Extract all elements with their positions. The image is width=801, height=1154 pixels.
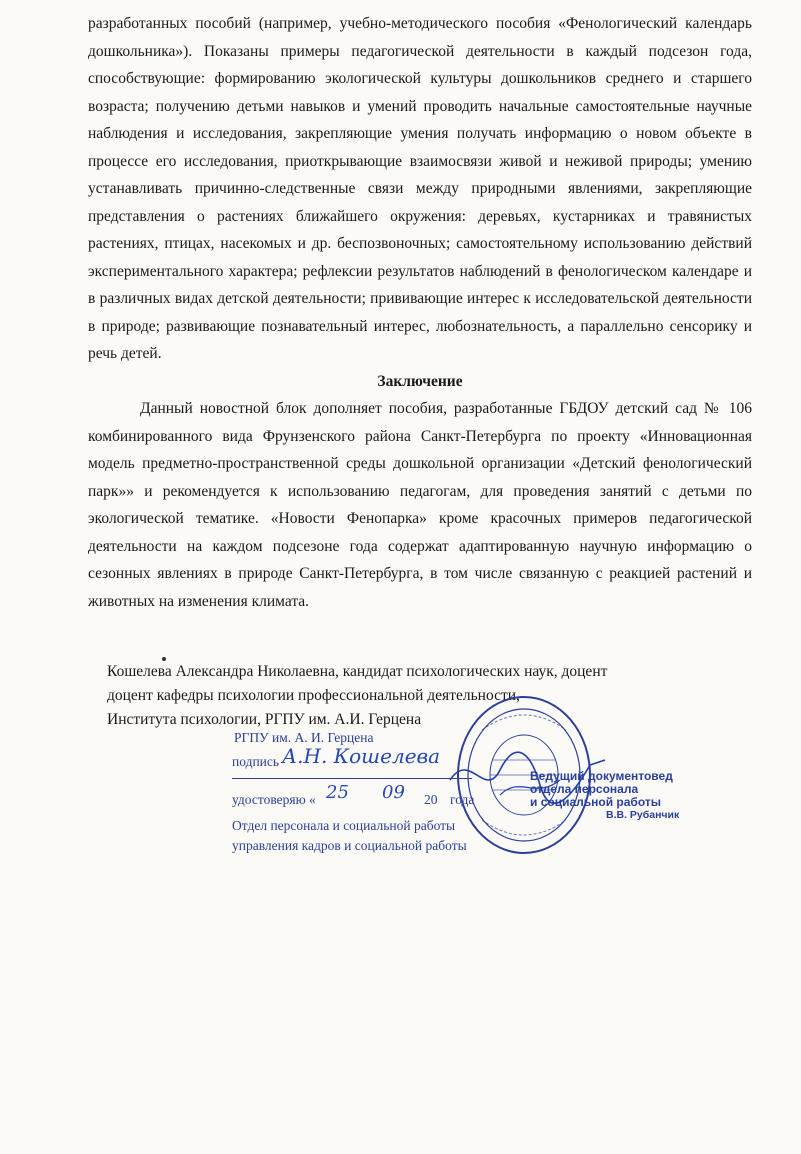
clerk-title-line-2: отдела персонала (530, 782, 639, 796)
document-body (88, 10, 752, 615)
section-heading: Заключение (377, 372, 463, 390)
clerk-title-line-1: Ведущий документовед (530, 769, 673, 783)
certify-year-prefix: 20 (424, 792, 438, 807)
author-institute-line: Института психологии, РГПУ им. А.И. Герцена (107, 711, 422, 728)
body-paragraph-conclusion: Данный новостной блок дополняет пособия, разработанные ГБДОУ детский сад № 106 комбинированного вида Фрунзенского района Санкт-Петербурга по проекту «Инновационная модель предметно-пространственной среды дошкольной организации «Детский фенологический парк»» и рекомендуется к использованию педагогам, для проведения занятий с детьми по экологической тематике. «Новости Фенопарка» кроме красочных примеров педагогической деятельности на каждом подсезоне года содержат адаптированную научную информацию о сезонных явлениях в природе Санкт-Петербурга, в том числе связанную с реакцией растений и животных на изменения климата. (88, 400, 752, 610)
clerk-title-line-3: и социальной работы (530, 795, 662, 809)
certify-label: удостоверяю « (232, 792, 316, 807)
author-position-line: доцент кафедры психологии профессиональной деятельности, (107, 687, 520, 704)
body-paragraph-continuation: разработанных пособий (например, учебно-методического пособия «Фенологический календарь дошкольника»). Показаны примеры педагогической деятельности в каждый подсезон года, способствующие: формированию экологической культуры дошкольников среднего и старшего возраста; получению детьми навыков и умений проводить начальные самостоятельные научные наблюдения и исследования, закрепляющие умения получать информацию о новом объекте в процессе его исследования, приоткрывающие взаимосвязи живой и неживой природы; умению устанавливать причинно-следственные связи между природными явлениями, закрепляющие представления о растениях ближайшего окружения: деревьях, кустарниках и травянистых растениях, птицах, насекомых и др. беспозвоночных; самостоятельному использованию действий экспериментального характера; рефлексии результатов наблюдений в фенологическом календаре и в различных видах детской деятельности; прививающие интерес к исследовательской деятельности в природе; развивающие познавательный интерес, любознательность, а параллельно сенсорику и речь детей. (88, 15, 752, 362)
department-line-1: Отдел персонала и социальной работы (232, 818, 456, 833)
certify-month: 09 (382, 782, 405, 803)
signature-rule (232, 778, 472, 779)
cert-institution: РГПУ им. А. И. Герцена (234, 730, 374, 745)
clerk-name: В.В. Рубанчик (606, 809, 680, 821)
certify-day: 25 (326, 782, 349, 803)
department-line-2: управления кадров и социальной работы (232, 838, 467, 853)
clerk-stamp (530, 770, 680, 809)
signature-label: подпись (232, 754, 280, 769)
year-label: года (450, 792, 475, 807)
handwritten-signature: А.Н. Кошелева (282, 744, 441, 768)
author-name-line: Кошелева Александра Николаевна, кандидат психологических наук, доцент (107, 663, 608, 680)
